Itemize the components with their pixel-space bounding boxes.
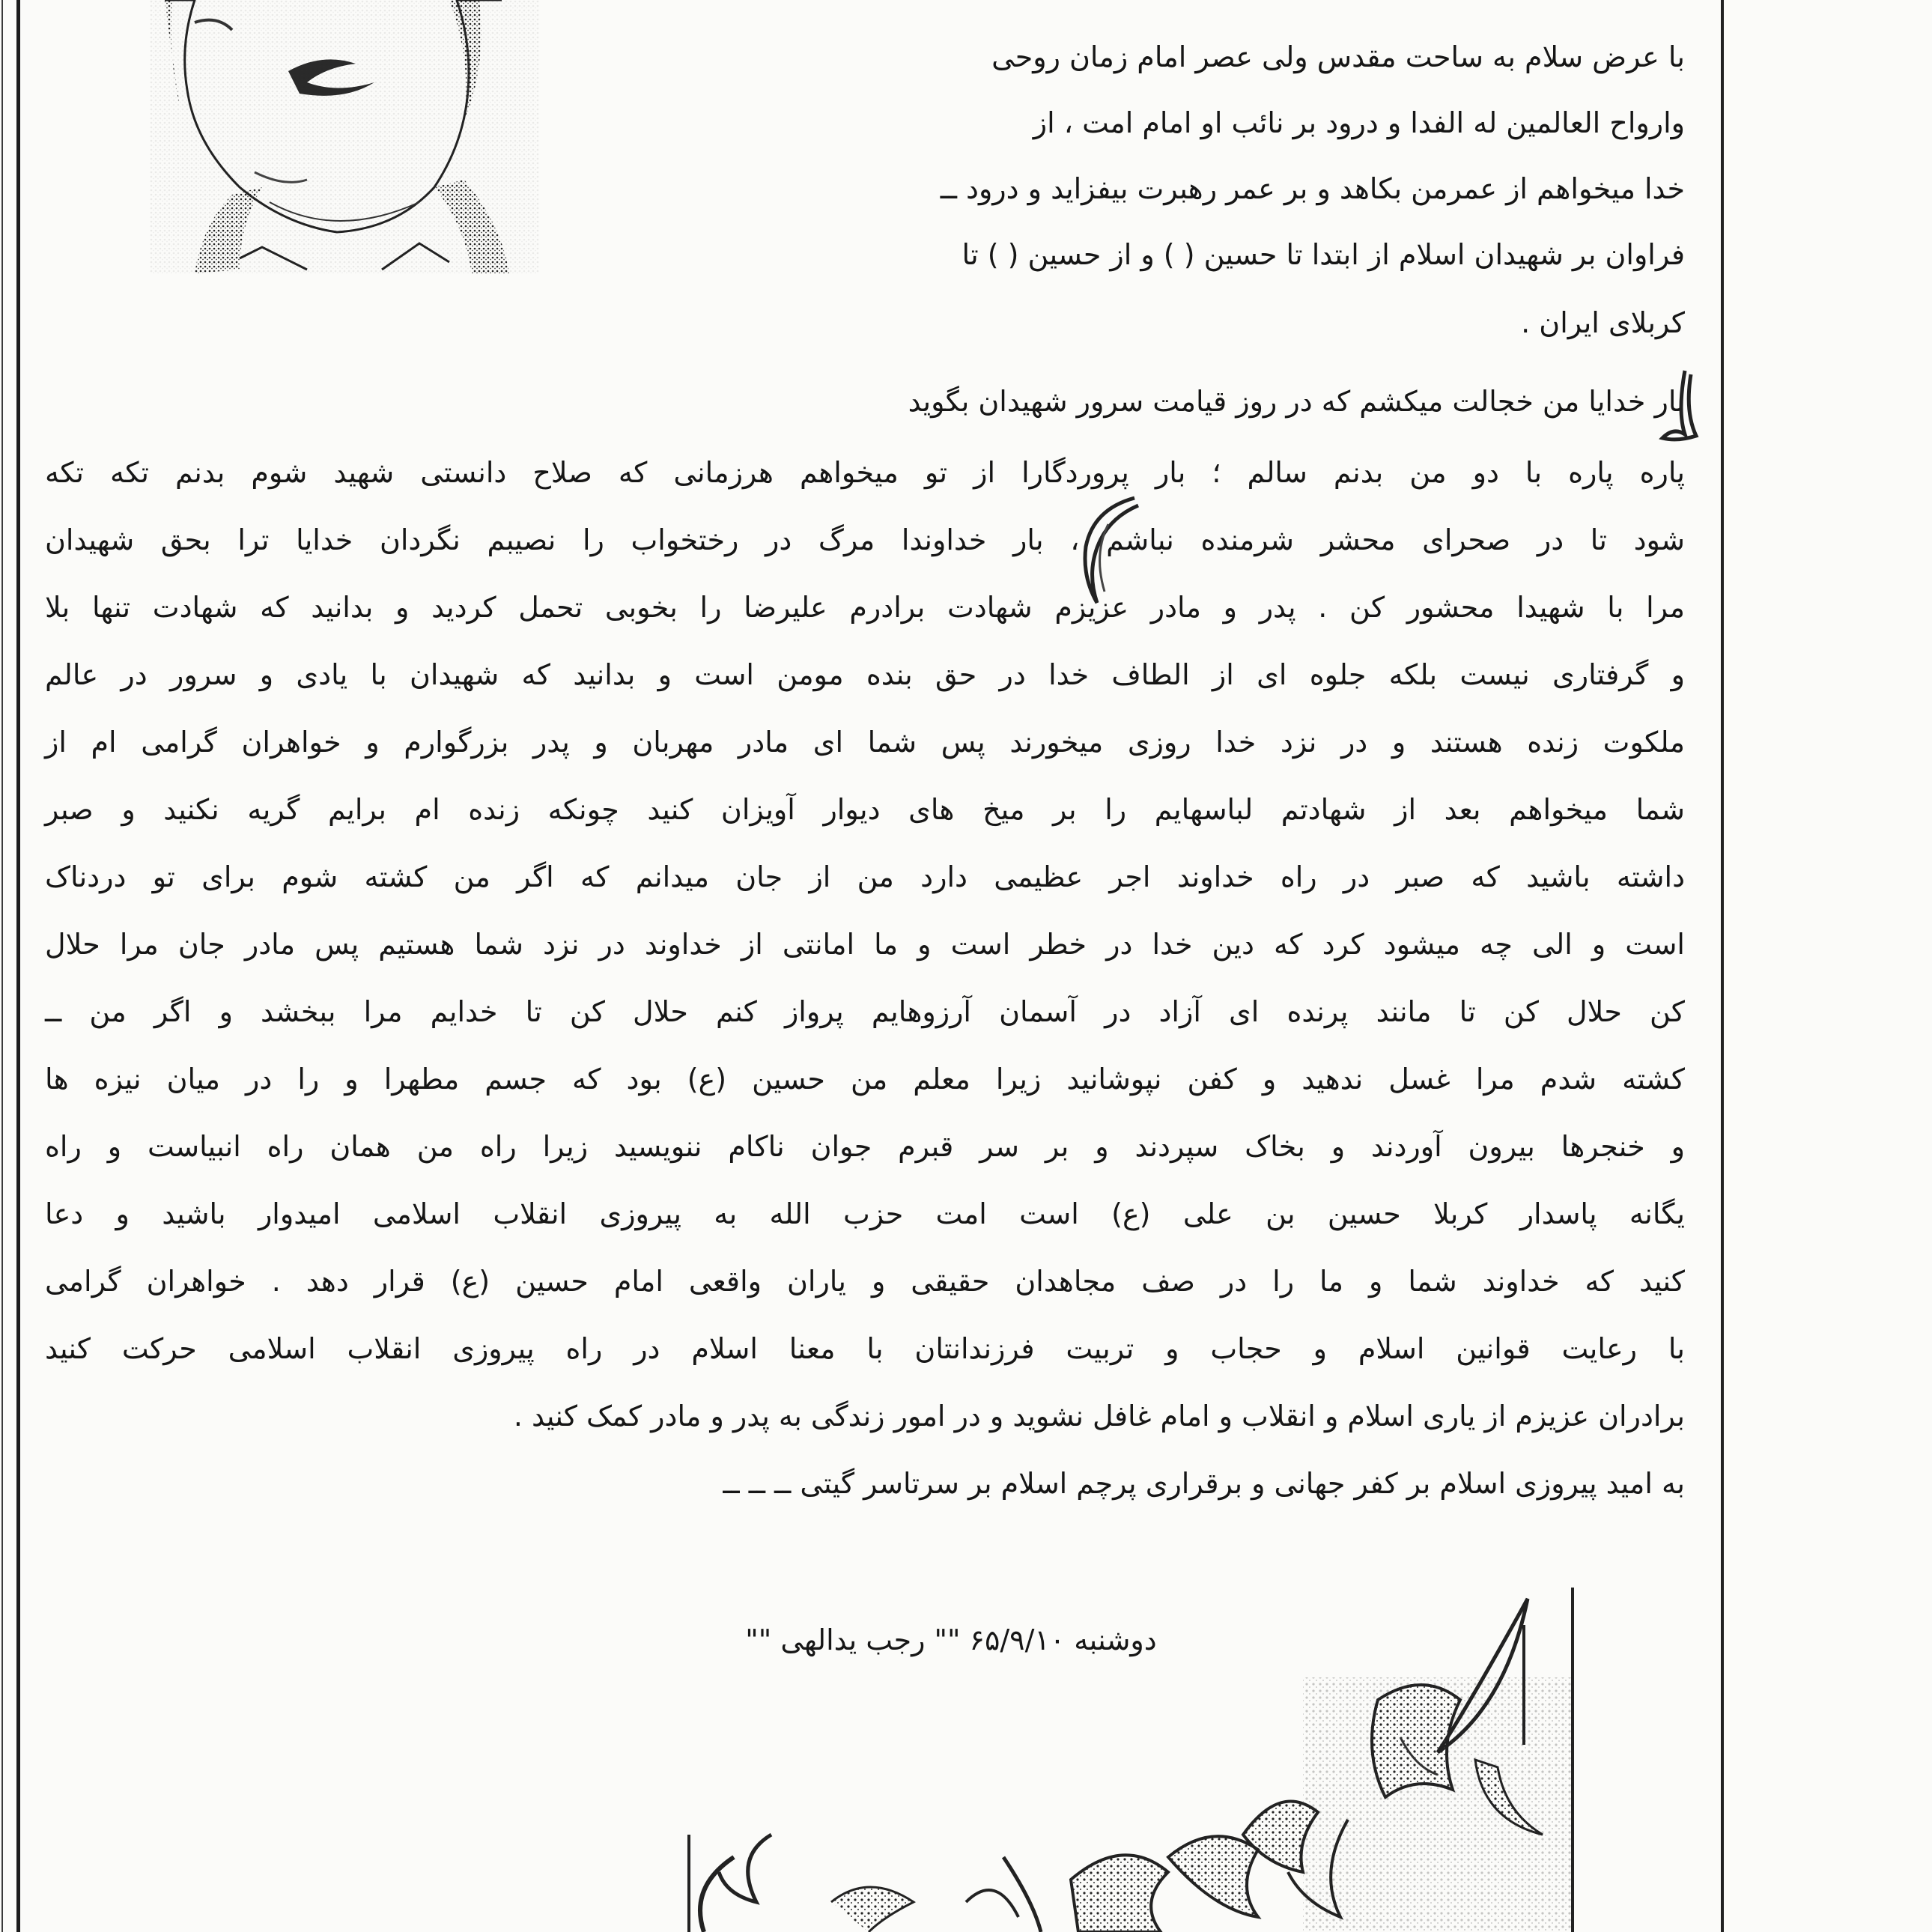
letter-line: و خنجرها بیرون آوردند و بخاک سپردند و بر سر قبرم جوان ناکام ننویسید زیرا راه من همان راه انبیاست و راه — [45, 1130, 1685, 1163]
letter-line: وارواح العالمین له الفدا و درود بر نائب او امام امت ، از — [1033, 106, 1685, 139]
letter-line: کنید که خداوند شما و ما را در صف مجاهدان حقیقی و یاران واقعی امام حسین (ع) قرار دهد . خواهران گرامی — [45, 1265, 1685, 1298]
letter-line: است و الی چه میشود کرد که دین خدا در خطر است و ما امانتی از خداوند در نزد شما هستیم پس مادر جان مرا حلال — [45, 928, 1685, 961]
letter-line: خدا میخواهم از عمرمن بکاهد و بر عمر رهبرت بیفزاید و درود ــ — [940, 172, 1685, 205]
signature-line: دوشنبه ۶۵/۹/۱۰ "" رجب یدالهی "" — [745, 1623, 1157, 1656]
letter-line: و گرفتاری نیست بلکه جلوه ای از الطاف خدا در حق بنده مومن است و بدانید که شهیدان با یادی و سرور در عالم — [45, 658, 1685, 691]
page-edge — [1, 0, 3, 1932]
tulip-emblem — [644, 1588, 1617, 1932]
letter-line: با عرض سلام به ساحت مقدس ولی عصر امام زمان روحی — [991, 40, 1685, 73]
margin-bracket-mark — [1655, 367, 1700, 457]
letter-line: یگانه پاسدار کربلا حسین بن علی (ع) است امت حزب الله به پیروزی انقلاب اسلامی امیدوار باشید و دعا — [45, 1197, 1685, 1230]
letter-line: با رعایت قوانین اسلام و حجاب و تربیت فرزندانتان با معنا اسلام در راه پیروزی انقلاب اسلامی حرکت کنید — [45, 1332, 1685, 1365]
letter-line: مرا با شهیدا محشور کن . پدر و مادر عزیزم شهادت برادرم علیرضا را بخوبی تحمل کردید و بدانید که شهادت تنها بلا — [45, 591, 1685, 624]
letter-line: فراوان بر شهیدان اسلام از ابتدا تا حسین ( ) و از حسین ( ) تا — [962, 238, 1685, 271]
letter-line: شود تا در صحرای محشر شرمنده نباشم ، بار خداوندا مرگ در رختخواب را نصیبم نگردان خدایا ترا بحق شهیدان — [45, 523, 1685, 556]
frame-right-border — [1721, 0, 1724, 1932]
letter-line: کشته شدم مرا غسل ندهید و کفن نپوشانید زیرا معلم من حسین (ع) بود که جسم مطهرا و را در میان نیزه ها — [45, 1063, 1685, 1096]
letter-line: کربلای ایران . — [1521, 306, 1685, 339]
letter-line: شما میخواهم بعد از شهادتم لباسهایم را بر میخ های دیوار آویزان کنید چونکه زنده ام برایم گریه نکنید و صبر — [45, 793, 1685, 826]
frame-left-border — [16, 0, 20, 1932]
letter-line: بار خدایا من خجالت میکشم که در روز قیامت سرور شهیدان بگوید — [908, 385, 1685, 418]
ink-flourish-mark — [1063, 494, 1146, 607]
letter-line: داشته باشید که صبر در راه خداوند اجر عظیمی دارد من از جان میدانم که اگر من کشته شوم برای تو دردناک — [45, 860, 1685, 893]
letter-line: ملکوت زنده هستند و در نزد خدا روزی میخورند پس شما ای مادر مهربان و پدر بزرگوارم و خواهران گرامی ام از — [45, 726, 1685, 759]
letter-line: کن حلال کن تا مانند پرنده ای آزاد در آسمان آرزوهایم پرواز کنم حلال کن تا خدایم مرا ببخشد و اگر من ــ — [45, 995, 1685, 1028]
letter-line: پاره پاره با دو من بدنم سالم ؛ بار پروردگارا از تو میخواهم هرزمانی که صلاح دانستی شهید شوم بدنم تکه تکه — [45, 456, 1685, 489]
letter-body — [45, 0, 1685, 1580]
letter-line: به امید پیروزی اسلام بر کفر جهانی و برقراری پرچم اسلام بر سرتاسر گیتی ــ ــ ــ — [723, 1467, 1685, 1500]
letter-line: برادران عزیزم از یاری اسلام و انقلاب و امام غافل نشوید و در امور زندگی به پدر و مادر کمک کنید . — [513, 1400, 1685, 1433]
